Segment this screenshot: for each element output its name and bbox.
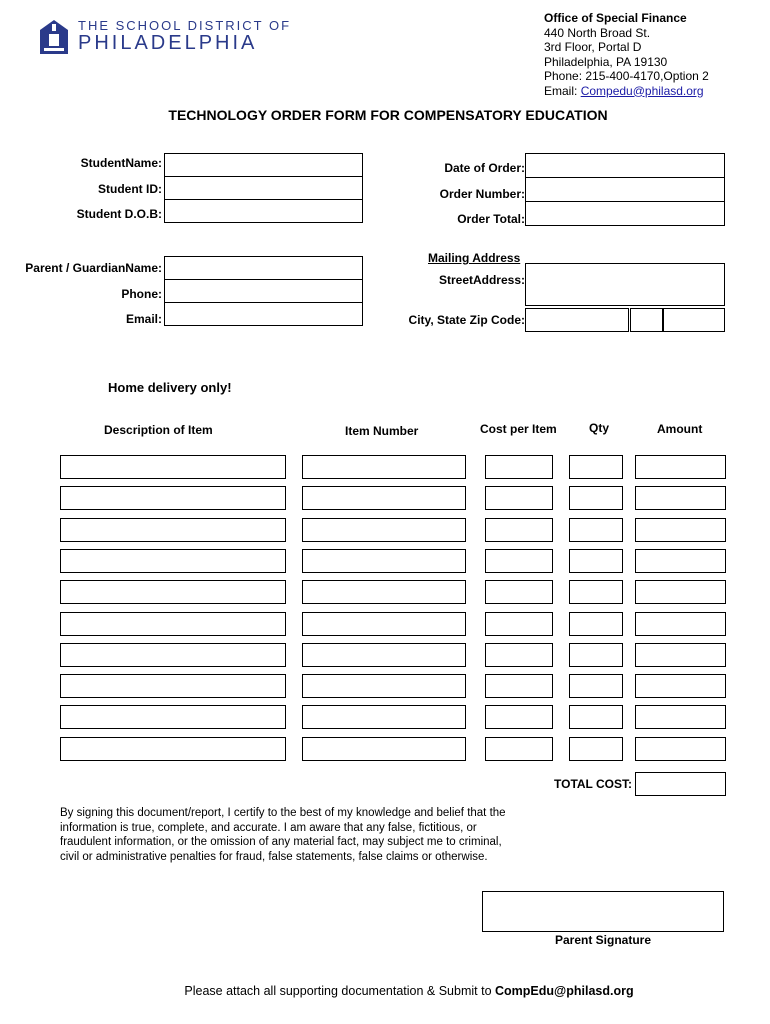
parent-name-field[interactable] <box>164 256 363 280</box>
qty-field[interactable] <box>569 518 623 542</box>
parent-name-label: Parent / GuardianName: <box>25 261 162 275</box>
qty-field[interactable] <box>569 580 623 604</box>
parent-phone-field[interactable] <box>164 279 363 303</box>
parent-phone-label: Phone: <box>121 287 162 301</box>
amount-field[interactable] <box>635 674 726 698</box>
parent-signature-field[interactable] <box>482 891 724 932</box>
student-id-label: Student ID: <box>98 182 162 196</box>
student-id-field[interactable] <box>164 176 363 200</box>
description-field[interactable] <box>60 643 286 667</box>
order-number-label: Order Number: <box>439 187 525 201</box>
description-field[interactable] <box>60 612 286 636</box>
amount-field[interactable] <box>635 455 726 479</box>
office-email-label: Email: <box>544 83 578 98</box>
certification-line4: civil or administrative penalties for fraud, false statements, false claims or otherwise. <box>60 850 488 863</box>
form-title: TECHNOLOGY ORDER FORM FOR COMPENSATORY EDUCATION <box>168 107 608 123</box>
amount-field[interactable] <box>635 643 726 667</box>
logo-line1: THE SCHOOL DISTRICT OF <box>78 18 292 33</box>
parent-email-field[interactable] <box>164 302 363 326</box>
amount-field[interactable] <box>635 580 726 604</box>
total-cost-field[interactable] <box>635 772 726 796</box>
office-email-link[interactable]: Compedu@philasd.org <box>580 83 704 98</box>
footer-text: Please attach all supporting documentation & Submit to <box>184 984 492 998</box>
mailing-address-label: Mailing Address <box>428 251 521 265</box>
office-address2: 3rd Floor, Portal D <box>544 40 642 54</box>
parent-email-label: Email: <box>125 312 162 326</box>
office-address3: Philadelphia, PA 19130 <box>544 54 668 69</box>
certification-text <box>60 806 506 864</box>
order-total-field[interactable] <box>525 201 725 226</box>
amount-field[interactable] <box>635 737 726 761</box>
student-dob-field[interactable] <box>164 199 363 223</box>
cost-per-item-field[interactable] <box>485 674 553 698</box>
item-number-field[interactable] <box>302 455 466 479</box>
parent-signature-label: Parent Signature <box>554 933 652 947</box>
order-number-field[interactable] <box>525 177 725 202</box>
header-amount: Amount <box>657 422 703 436</box>
item-number-field[interactable] <box>302 486 466 510</box>
description-field[interactable] <box>60 455 286 479</box>
cost-per-item-field[interactable] <box>485 737 553 761</box>
cost-per-item-field[interactable] <box>485 549 553 573</box>
cost-per-item-field[interactable] <box>485 455 553 479</box>
description-field[interactable] <box>60 486 286 510</box>
street-address-field[interactable] <box>525 263 725 306</box>
logo-line2: PHILADELPHIA <box>78 32 258 54</box>
description-field[interactable] <box>60 737 286 761</box>
student-dob-label: Student D.O.B: <box>76 207 162 221</box>
district-logo <box>40 18 292 58</box>
cost-per-item-field[interactable] <box>485 486 553 510</box>
city-field[interactable] <box>525 308 629 332</box>
office-info <box>544 11 709 98</box>
item-number-field[interactable] <box>302 549 466 573</box>
item-number-field[interactable] <box>302 643 466 667</box>
item-number-field[interactable] <box>302 518 466 542</box>
qty-field[interactable] <box>569 737 623 761</box>
amount-field[interactable] <box>635 612 726 636</box>
header-cost-per-item: Cost per Item <box>480 422 557 436</box>
item-number-field[interactable] <box>302 674 466 698</box>
office-email-line <box>544 84 709 99</box>
zip-field[interactable] <box>663 308 725 332</box>
description-field[interactable] <box>60 674 286 698</box>
header-item-number: Item Number <box>345 424 419 438</box>
office-phone: Phone: 215-400-4170,Option 2 <box>544 69 709 83</box>
street-address-label: StreetAddress: <box>438 273 525 287</box>
qty-field[interactable] <box>569 643 623 667</box>
qty-field[interactable] <box>569 705 623 729</box>
footer <box>0 984 770 998</box>
order-total-label: Order Total: <box>457 212 525 226</box>
home-delivery-note: Home delivery only! <box>108 380 232 395</box>
qty-field[interactable] <box>569 486 623 510</box>
item-number-field[interactable] <box>302 580 466 604</box>
state-field[interactable] <box>630 308 663 332</box>
item-number-field[interactable] <box>302 612 466 636</box>
qty-field[interactable] <box>569 612 623 636</box>
school-building-icon <box>40 20 68 54</box>
amount-field[interactable] <box>635 549 726 573</box>
description-field[interactable] <box>60 518 286 542</box>
cost-per-item-field[interactable] <box>485 518 553 542</box>
amount-field[interactable] <box>635 518 726 542</box>
item-number-field[interactable] <box>302 737 466 761</box>
cost-per-item-field[interactable] <box>485 612 553 636</box>
cost-per-item-field[interactable] <box>485 643 553 667</box>
amount-field[interactable] <box>635 486 726 510</box>
total-cost-label: TOTAL COST: <box>554 777 632 791</box>
certification-line1: By signing this document/report, I certify to the best of my knowledge and belief that the <box>60 807 506 819</box>
amount-field[interactable] <box>635 705 726 729</box>
description-field[interactable] <box>60 549 286 573</box>
cost-per-item-field[interactable] <box>485 580 553 604</box>
office-title: Office of Special Finance <box>544 11 687 25</box>
date-of-order-field[interactable] <box>525 153 725 178</box>
student-name-label: StudentName: <box>80 156 162 170</box>
qty-field[interactable] <box>569 549 623 573</box>
description-field[interactable] <box>60 580 286 604</box>
cost-per-item-field[interactable] <box>485 705 553 729</box>
header-description: Description of Item <box>104 423 213 437</box>
footer-email: CompEdu@philasd.org <box>495 984 634 998</box>
qty-field[interactable] <box>569 455 623 479</box>
header-qty: Qty <box>589 421 610 435</box>
city-state-zip-label: City, State Zip Code: <box>408 313 525 327</box>
student-name-field[interactable] <box>164 153 363 177</box>
date-of-order-label: Date of Order: <box>444 161 525 175</box>
description-field[interactable] <box>60 705 286 729</box>
qty-field[interactable] <box>569 674 623 698</box>
item-number-field[interactable] <box>302 705 466 729</box>
certification-line2: information is true, complete, and accurate. I am aware that any false, fictitious, or <box>60 821 477 834</box>
office-address1: 440 North Broad St. <box>544 25 651 40</box>
certification-line3: fraudulent information, or the omission of any material fact, may subject me to criminal, <box>60 836 502 849</box>
